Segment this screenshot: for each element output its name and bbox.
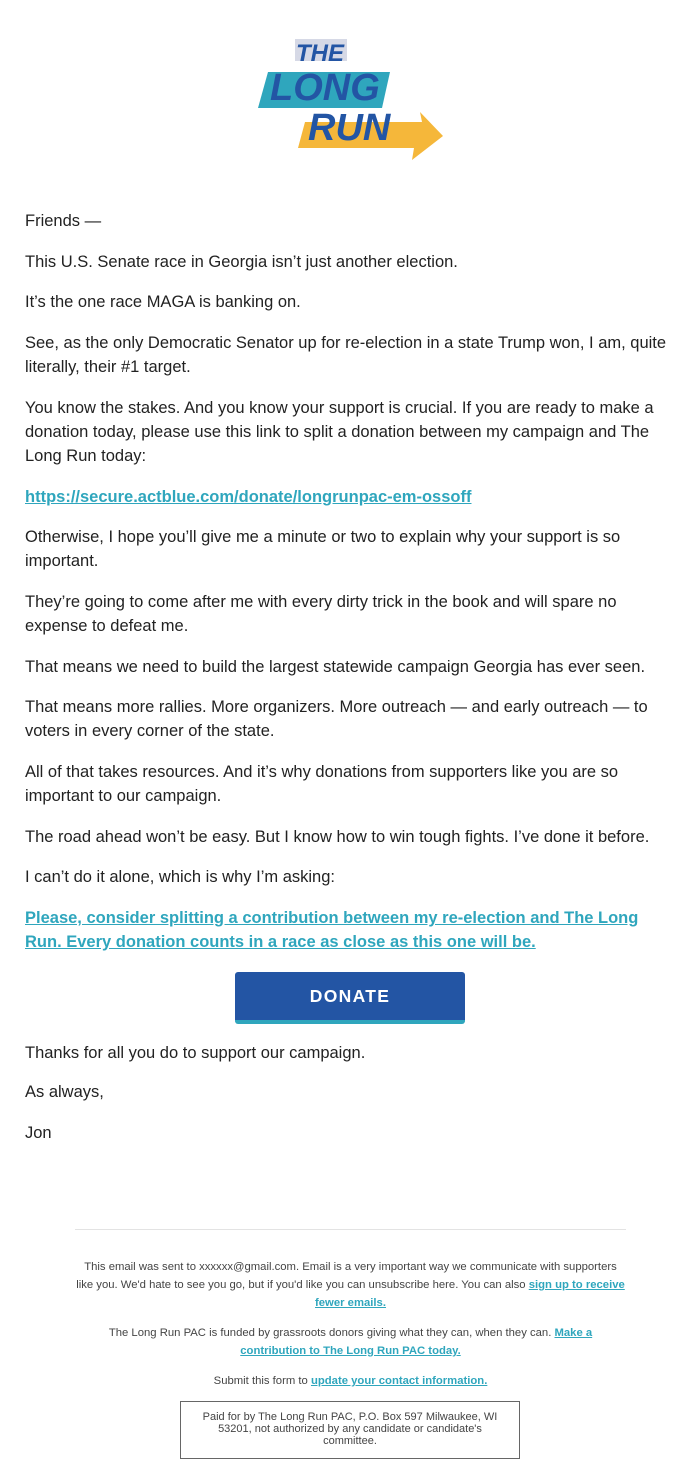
paragraph: That means we need to build the largest statewide campaign Georgia has ever seen.	[25, 658, 646, 676]
paragraph: They’re going to come after me with every dirty trick in the book and will spare no expense to defeat me.	[25, 593, 617, 635]
paragraph: See, as the only Democratic Senator up for re-election in a state Trump won, I am, quite literally, their #1 target.	[25, 334, 667, 376]
cta-paragraph	[25, 906, 677, 954]
footer-funding-notice	[75, 1324, 626, 1360]
logo-text-the: THE	[296, 40, 344, 67]
donate-url-link[interactable]: https://secure.actblue.com/donate/longrunpac-em-ossoff	[25, 488, 472, 506]
paid-for-disclaimer: Paid for by The Long Run PAC, P.O. Box 597 Milwaukee, WI 53201, not authorized by any candidate or candidate's committee.	[180, 1401, 520, 1459]
paragraph: I can’t do it alone, which is why I’m asking:	[25, 868, 335, 886]
logo-text-long: LONG	[270, 67, 380, 109]
logo-graphic	[250, 32, 450, 167]
signoff: As always,	[25, 1083, 104, 1101]
paragraph: You know the stakes. And you know your support is crucial. If you are ready to make a donation today, please use this link to split a donation between my campaign and The Long Run today:	[25, 399, 654, 465]
footer-sent-text: This email was sent to xxxxxx@gmail.com. Email is a very important way we communicate with supporters like you. We'd hate to see you go, but if you'd like you can unsubscribe here. You can also	[76, 1261, 617, 1291]
footer-divider	[75, 1229, 626, 1230]
update-contact-link[interactable]: update your contact information.	[310, 1375, 488, 1387]
split-contribution-link[interactable]: Please, consider splitting a contribution between my re-election and The Long Run. Every donation counts in a race as close as this one will be.	[25, 909, 639, 951]
footer-sent-notice	[75, 1258, 626, 1312]
paragraph: Otherwise, I hope you’ll give me a minute or two to explain why your support is so important.	[25, 528, 621, 570]
donate-url-paragraph	[25, 485, 677, 509]
paragraph: The road ahead won’t be easy. But I know how to win tough fights. I’ve done it before.	[25, 828, 650, 846]
greeting: Friends —	[25, 212, 102, 230]
footer-submit-text: Submit this form to	[213, 1375, 311, 1387]
the-long-run-logo	[250, 32, 450, 167]
donate-button[interactable]: DONATE	[235, 972, 465, 1024]
fewer-emails-link[interactable]: sign up to receive fewer emails.	[315, 1279, 625, 1309]
paragraph: This U.S. Senate race in Georgia isn’t just another election.	[25, 253, 458, 271]
contribute-link[interactable]: Make a contribution to The Long Run PAC today.	[240, 1327, 593, 1357]
paragraph: Thanks for all you do to support our campaign.	[25, 1044, 366, 1062]
paragraph: All of that takes resources. And it’s why donations from supporters like you are so important to our campaign.	[25, 763, 619, 805]
signature: Jon	[25, 1124, 52, 1142]
footer-update-notice	[75, 1372, 626, 1390]
logo-text-run: RUN	[308, 107, 391, 149]
footer-funded-text: The Long Run PAC is funded by grassroots donors giving what they can, when they can.	[108, 1327, 555, 1339]
paragraph: That means more rallies. More organizers. More outreach — and early outreach — to voters in every corner of the state.	[25, 698, 648, 740]
paragraph: It’s the one race MAGA is banking on.	[25, 293, 301, 311]
